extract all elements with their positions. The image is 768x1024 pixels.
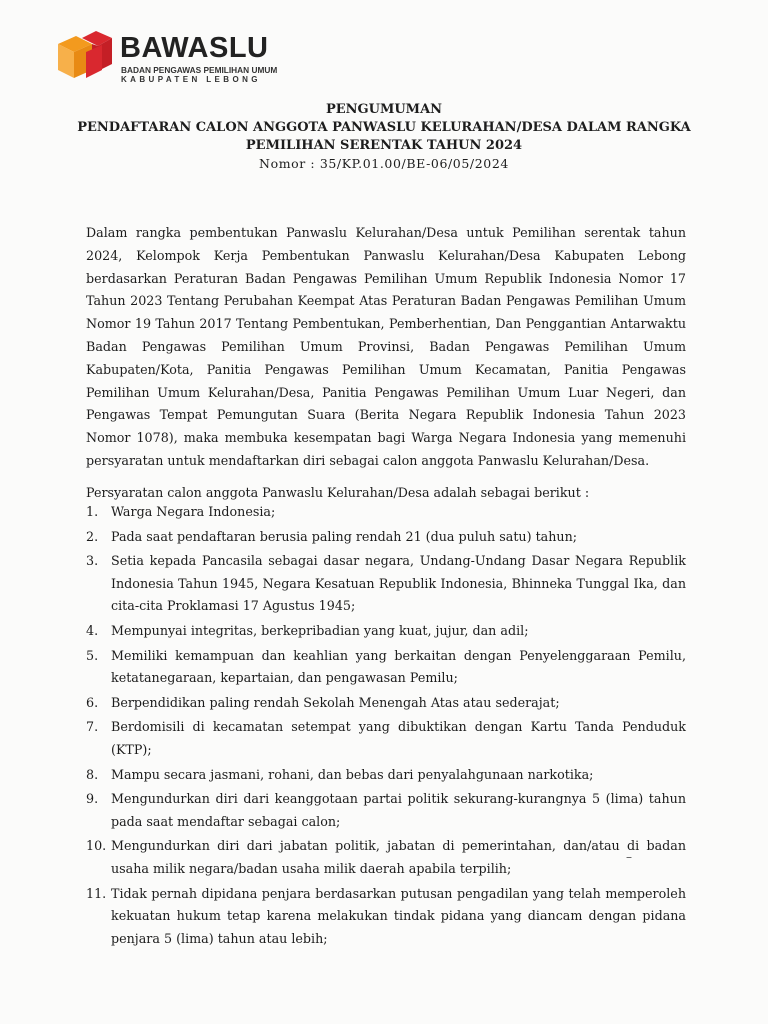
announcement-label: PENGUMUMAN	[325, 102, 443, 117]
ballot-box-icon	[56, 30, 116, 86]
announcement-number: Nomor : 35/KP.01.00/BE-06/05/2024	[259, 156, 509, 171]
list-item-number: 7.	[86, 719, 99, 735]
list-item-number: 2.	[86, 528, 99, 544]
list-item	[86, 692, 686, 715]
list-item-text: Mampu secara jasmani, rohani, dan bebas dari penyalahgunaan narkotika;	[111, 766, 594, 782]
org-name: BAWASLU	[120, 32, 269, 64]
list-item-number: 3.	[86, 553, 99, 569]
list-item-number: 11.	[86, 885, 107, 901]
list-item-number: 5.	[86, 647, 99, 663]
list-item-number: 6.	[86, 694, 99, 710]
list-item	[86, 620, 686, 643]
list-item-number: 4.	[86, 622, 99, 638]
list-item-text: Setia kepada Pancasila sebagai dasar negara, Undang-Undang Dasar Negara Republik Indonesia Tahun 1945, Negara Kesatuan Republik Indonesia, Bhinneka Tunggal Ika, dan cita-cita Proklamasi 17 Agustus 1945;	[111, 553, 686, 614]
stray-mark: –	[626, 850, 632, 864]
list-item	[86, 764, 686, 787]
list-item	[86, 645, 686, 690]
list-item-text: Mengundurkan diri dari jabatan politik, jabatan di pemerintahan, dan/atau di badan usaha milik negara/badan usaha milik daerah apabila terpilih;	[111, 838, 686, 876]
requirements-title: Persyaratan calon anggota Panwaslu Kelurahan/Desa adalah sebagai berikut :	[86, 485, 590, 500]
announcement-title-line2: PEMILIHAN SERENTAK TAHUN 2024	[245, 138, 523, 153]
list-item-text: Warga Negara Indonesia;	[111, 504, 276, 519]
intro-paragraph	[86, 222, 686, 473]
list-item	[86, 716, 686, 761]
list-item	[86, 526, 686, 549]
list-item-text: Pada saat pendaftaran berusia paling rendah 21 (dua puluh satu) tahun;	[111, 528, 578, 544]
list-item-text: Berdomisili di kecamatan setempat yang dibuktikan dengan Kartu Tanda Penduduk (KTP);	[111, 719, 686, 757]
intro-text: Dalam rangka pembentukan Panwaslu Kelurahan/Desa untuk Pemilihan serentak tahun 2024, Kelompok Kerja Pembentukan Panwaslu Kelurahan/Desa Kabupaten Lebong berdasarkan Peraturan Badan Pengawas Pemilihan Umum Republik Indonesia Nomor 17 Tahun 2023 Tentang Perubahan Keempat Atas Peraturan Badan Pengawas Pemilihan Umum Nomor 19 Tahun 2017 Tentang Pembentukan, Pemberhentian, Dan Penggantian Antarwaktu Badan Pengawas Pemilihan Umum Provinsi, Badan Pengawas Pemilihan Umum Kabupaten/Kota, Panitia Pengawas Pemilihan Umum Kecamatan, Panitia Pengawas Pemilihan Umum Kelurahan/Desa, Panitia Pengawas Pemilihan Umum Luar Negeri, dan Pengawas Tempat Pemungutan Suara (Berita Negara Republik Indonesia Tahun 2023 Nomor 1078), maka membuka kesempatan bagi Warga Negara Indonesia yang memenuhi persyaratan untuk mendaftarkan diri sebagai calon anggota Panwaslu Kelurahan/Desa.	[86, 225, 686, 468]
announcement-title-line1: PENDAFTARAN CALON ANGGOTA PANWASLU KELURAHAN/DESA DALAM RANGKA	[77, 120, 691, 135]
list-item	[86, 835, 686, 880]
requirements-list	[86, 501, 686, 952]
list-item-number: 1.	[86, 504, 99, 519]
list-item	[86, 883, 686, 951]
list-item-text: Berpendidikan paling rendah Sekolah Menengah Atas atau sederajat;	[111, 694, 560, 710]
announcement-heading	[0, 101, 768, 173]
list-item-text: Memiliki kemampuan dan keahlian yang berkaitan dengan Penyelenggaraan Pemilu, ketatanegaraan, kepartaian, dan pengawasan Pemilu;	[111, 647, 686, 686]
list-item	[86, 788, 686, 833]
list-item-text: Tidak pernah dipidana penjara berdasarkan putusan pengadilan yang telah memperoleh kekuatan hukum tetap karena melakukan tindak pidana yang diancam dengan pidana penjara 5 (lima) tahun atau lebih;	[111, 885, 686, 946]
list-item	[86, 501, 686, 524]
list-item-text: Mengundurkan diri dari keanggotaan partai politik sekurang-kurangnya 5 (lima) tahun pada saat mendaftar sebagai calon;	[111, 791, 686, 829]
org-full-name: BADAN PENGAWAS PEMILIHAN UMUM	[121, 65, 278, 75]
list-item-number: 8.	[86, 766, 99, 782]
list-item-text: Mempunyai integritas, berkepribadian yang kuat, jujur, dan adil;	[111, 622, 529, 638]
region-name: KABUPATEN LEBONG	[121, 75, 261, 84]
list-item	[86, 550, 686, 618]
list-item-number: 10.	[86, 838, 107, 854]
list-item-number: 9.	[86, 791, 99, 807]
bawaslu-logo	[56, 30, 316, 86]
